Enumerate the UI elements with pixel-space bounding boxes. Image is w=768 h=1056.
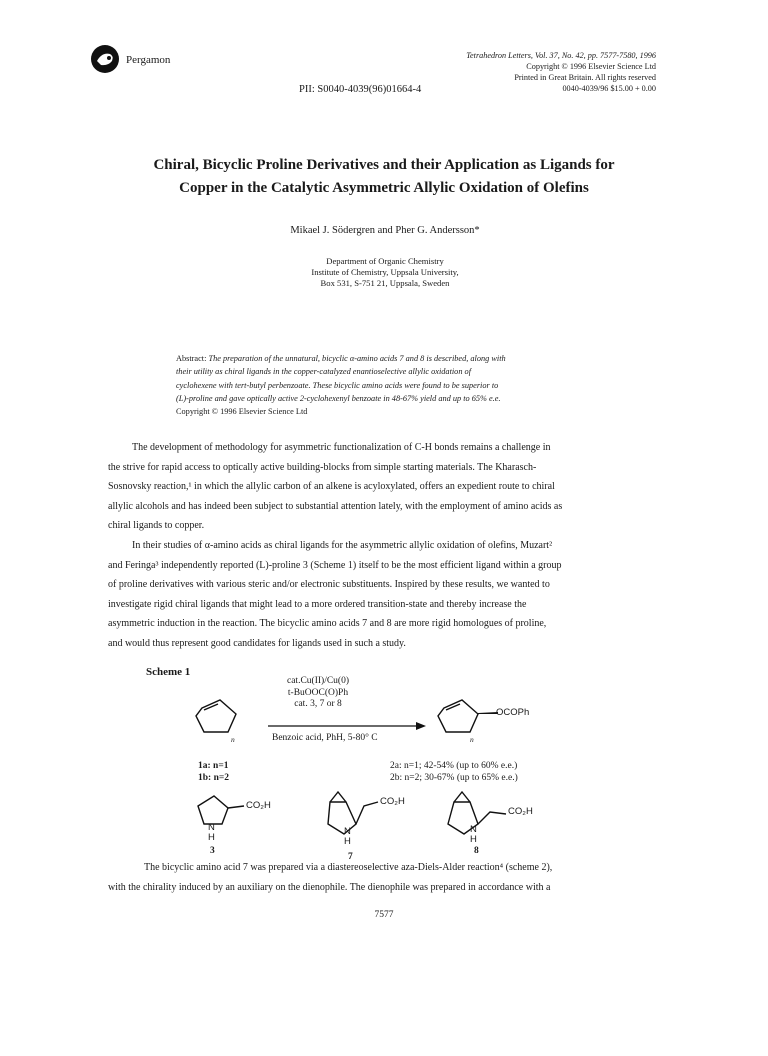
- page-number: 7577: [374, 910, 394, 920]
- product-substituent: OCOPh: [496, 707, 530, 718]
- ligand-8-group: CO₂H: [508, 806, 533, 817]
- price-line: 0040-4039/96 $15.00 + 0.00: [562, 84, 656, 93]
- ligand-7-h: H: [344, 836, 351, 847]
- ligand-8-h: H: [470, 834, 477, 845]
- product-label: 2b: n=2; 30-67% (up to 65% e.e.): [390, 773, 518, 783]
- reaction-solvent: Benzoic acid, PhH, 5-80° C: [272, 733, 378, 743]
- body-line: with the chirality induced by an auxiliary on the dienophile. The dienophile was prepared in accordance with a: [108, 881, 551, 893]
- condition-line: cat.Cu(II)/Cu(0): [287, 676, 349, 686]
- ligand-8-number: 8: [474, 846, 479, 856]
- title-line-1: Chiral, Bicyclic Proline Derivatives and their Application as Ligands for: [153, 157, 615, 173]
- ligand-3-number: 3: [210, 846, 215, 856]
- ligand-3-n: N: [208, 822, 215, 833]
- product-labels: [390, 760, 518, 784]
- abstract-line: their utility as chiral ligands in the copper-catalyzed enantioselective allylic oxidation of: [176, 367, 472, 377]
- bicycle-7: [328, 792, 356, 834]
- abstract-line: (L)-proline and gave optically active 2-cyclohexenyl benzoate in 48-67% yield and up to 65% e.e.: [176, 393, 501, 403]
- paragraph-2: [108, 536, 654, 654]
- ring-subscript: n: [470, 735, 474, 744]
- body-line: The development of methodology for asymmetric functionalization of C-H bonds remains a challenge in: [132, 442, 551, 453]
- product-ring: [438, 700, 478, 732]
- condition-line: cat. 3, 7 or 8: [294, 699, 342, 709]
- pergamon-logo-icon: [90, 44, 120, 74]
- article-title: [80, 154, 688, 200]
- body-line: The bicyclic amino acid 7 was prepared via a diastereoselective aza-Diels-Alder reaction⁴ (scheme 2),: [144, 862, 553, 873]
- body-line: In their studies of α-amino acids as chiral ligands for the asymmetric allylic oxidation of olefins, Muzart²: [132, 539, 553, 551]
- ligand-structures: [180, 784, 600, 856]
- ligand-3-h: H: [208, 832, 215, 843]
- journal-citation: Tetrahedron Letters, Vol. 37, No. 42, pp. 7577-7580, 1996: [466, 51, 656, 60]
- affiliation-line: Department of Organic Chemistry: [326, 256, 444, 266]
- paragraph-1: [108, 438, 654, 536]
- body-text: [108, 438, 654, 654]
- body-line: investigate rigid chiral ligands that might lead to a more ordered transition-state and thereby increase the: [108, 598, 527, 610]
- body-line: chiral ligands to copper.: [108, 520, 205, 532]
- reaction-conditions: [258, 676, 378, 711]
- product-label: 2a: n=1; 42-54% (up to 60% e.e.): [390, 761, 518, 771]
- printed-line: Printed in Great Britain. All rights reserved: [514, 73, 656, 82]
- affiliation-line: Institute of Chemistry, Uppsala University,: [311, 267, 459, 277]
- proline-ring: [198, 796, 228, 824]
- body-line: and would thus represent good candidates for ligands used in such a study.: [108, 637, 406, 649]
- abstract-label: Abstract:: [176, 354, 207, 363]
- ligand-drawing: [180, 784, 600, 856]
- scheme-label: Scheme 1: [146, 666, 191, 678]
- ligand-7-group: CO₂H: [380, 796, 405, 807]
- body-line: allylic alcohols and has indeed been subject to substantial attention lately, with the employment of amino acids as: [108, 500, 563, 512]
- abstract: [176, 352, 572, 418]
- publisher-name: Pergamon: [126, 54, 171, 66]
- title-line-2: Copper in the Catalytic Asymmetric Allylic Oxidation of Olefins: [179, 180, 589, 196]
- ring-subscript: n: [231, 735, 235, 744]
- body-line: Sosnovsky reaction,¹ in which the allylic carbon of an alkene is acyloxylated, offers an expedient route to chiral: [108, 481, 555, 493]
- wedge-bond: [478, 712, 498, 714]
- affiliation-line: Box 531, S-751 21, Uppsala, Sweden: [320, 278, 450, 288]
- substrate-label: 1b: n=2: [198, 773, 230, 783]
- author-list: Mikael J. Södergren and Pher G. Andersson*: [290, 225, 480, 236]
- pii-line: PII: S0040-4039(96)01664-4: [299, 84, 422, 95]
- arrow-head-icon: [416, 722, 426, 730]
- abstract-copyright: Copyright © 1996 Elsevier Science Ltd: [176, 407, 308, 417]
- body-line: the strive for rapid access to optically active building-blocks from simple starting materials. The Kharasch-: [108, 461, 537, 473]
- ligand-3-group: CO₂H: [246, 800, 271, 811]
- substrate-label: 1a: n=1: [198, 761, 229, 771]
- substrate-ring: [196, 700, 236, 732]
- body-line: asymmetric induction in the reaction. The bicyclic amino acids 7 and 8 are more rigid homologues of proline,: [108, 618, 547, 630]
- paragraph-3: [108, 858, 654, 897]
- substrate-labels: [198, 760, 229, 784]
- body-line: of proline derivatives with various steric and/or electronic substituents. Inspired by these results, we wanted to: [108, 579, 550, 591]
- abstract-line: cyclohexene with tert-butyl perbenzoate. These bicyclic amino acids were found to be superior to: [176, 380, 499, 390]
- publisher-logo: [90, 44, 120, 74]
- ligand-7-number: 7: [348, 852, 353, 862]
- condition-line: t-BuOOC(O)Ph: [287, 687, 349, 698]
- copyright-line: Copyright © 1996 Elsevier Science Ltd: [526, 62, 656, 71]
- body-line: and Feringa³ independently reported (L)-proline 3 (Scheme 1) itself to be the most efficient ligand within a group: [108, 559, 562, 571]
- abstract-line: Abstract: The preparation of the unnatural, bicyclic α-amino acids 7 and 8 is described, along with: [176, 354, 506, 363]
- ligand-7-n: N: [344, 826, 351, 837]
- ligand-8-n: N: [470, 824, 477, 835]
- affiliation: [230, 256, 540, 289]
